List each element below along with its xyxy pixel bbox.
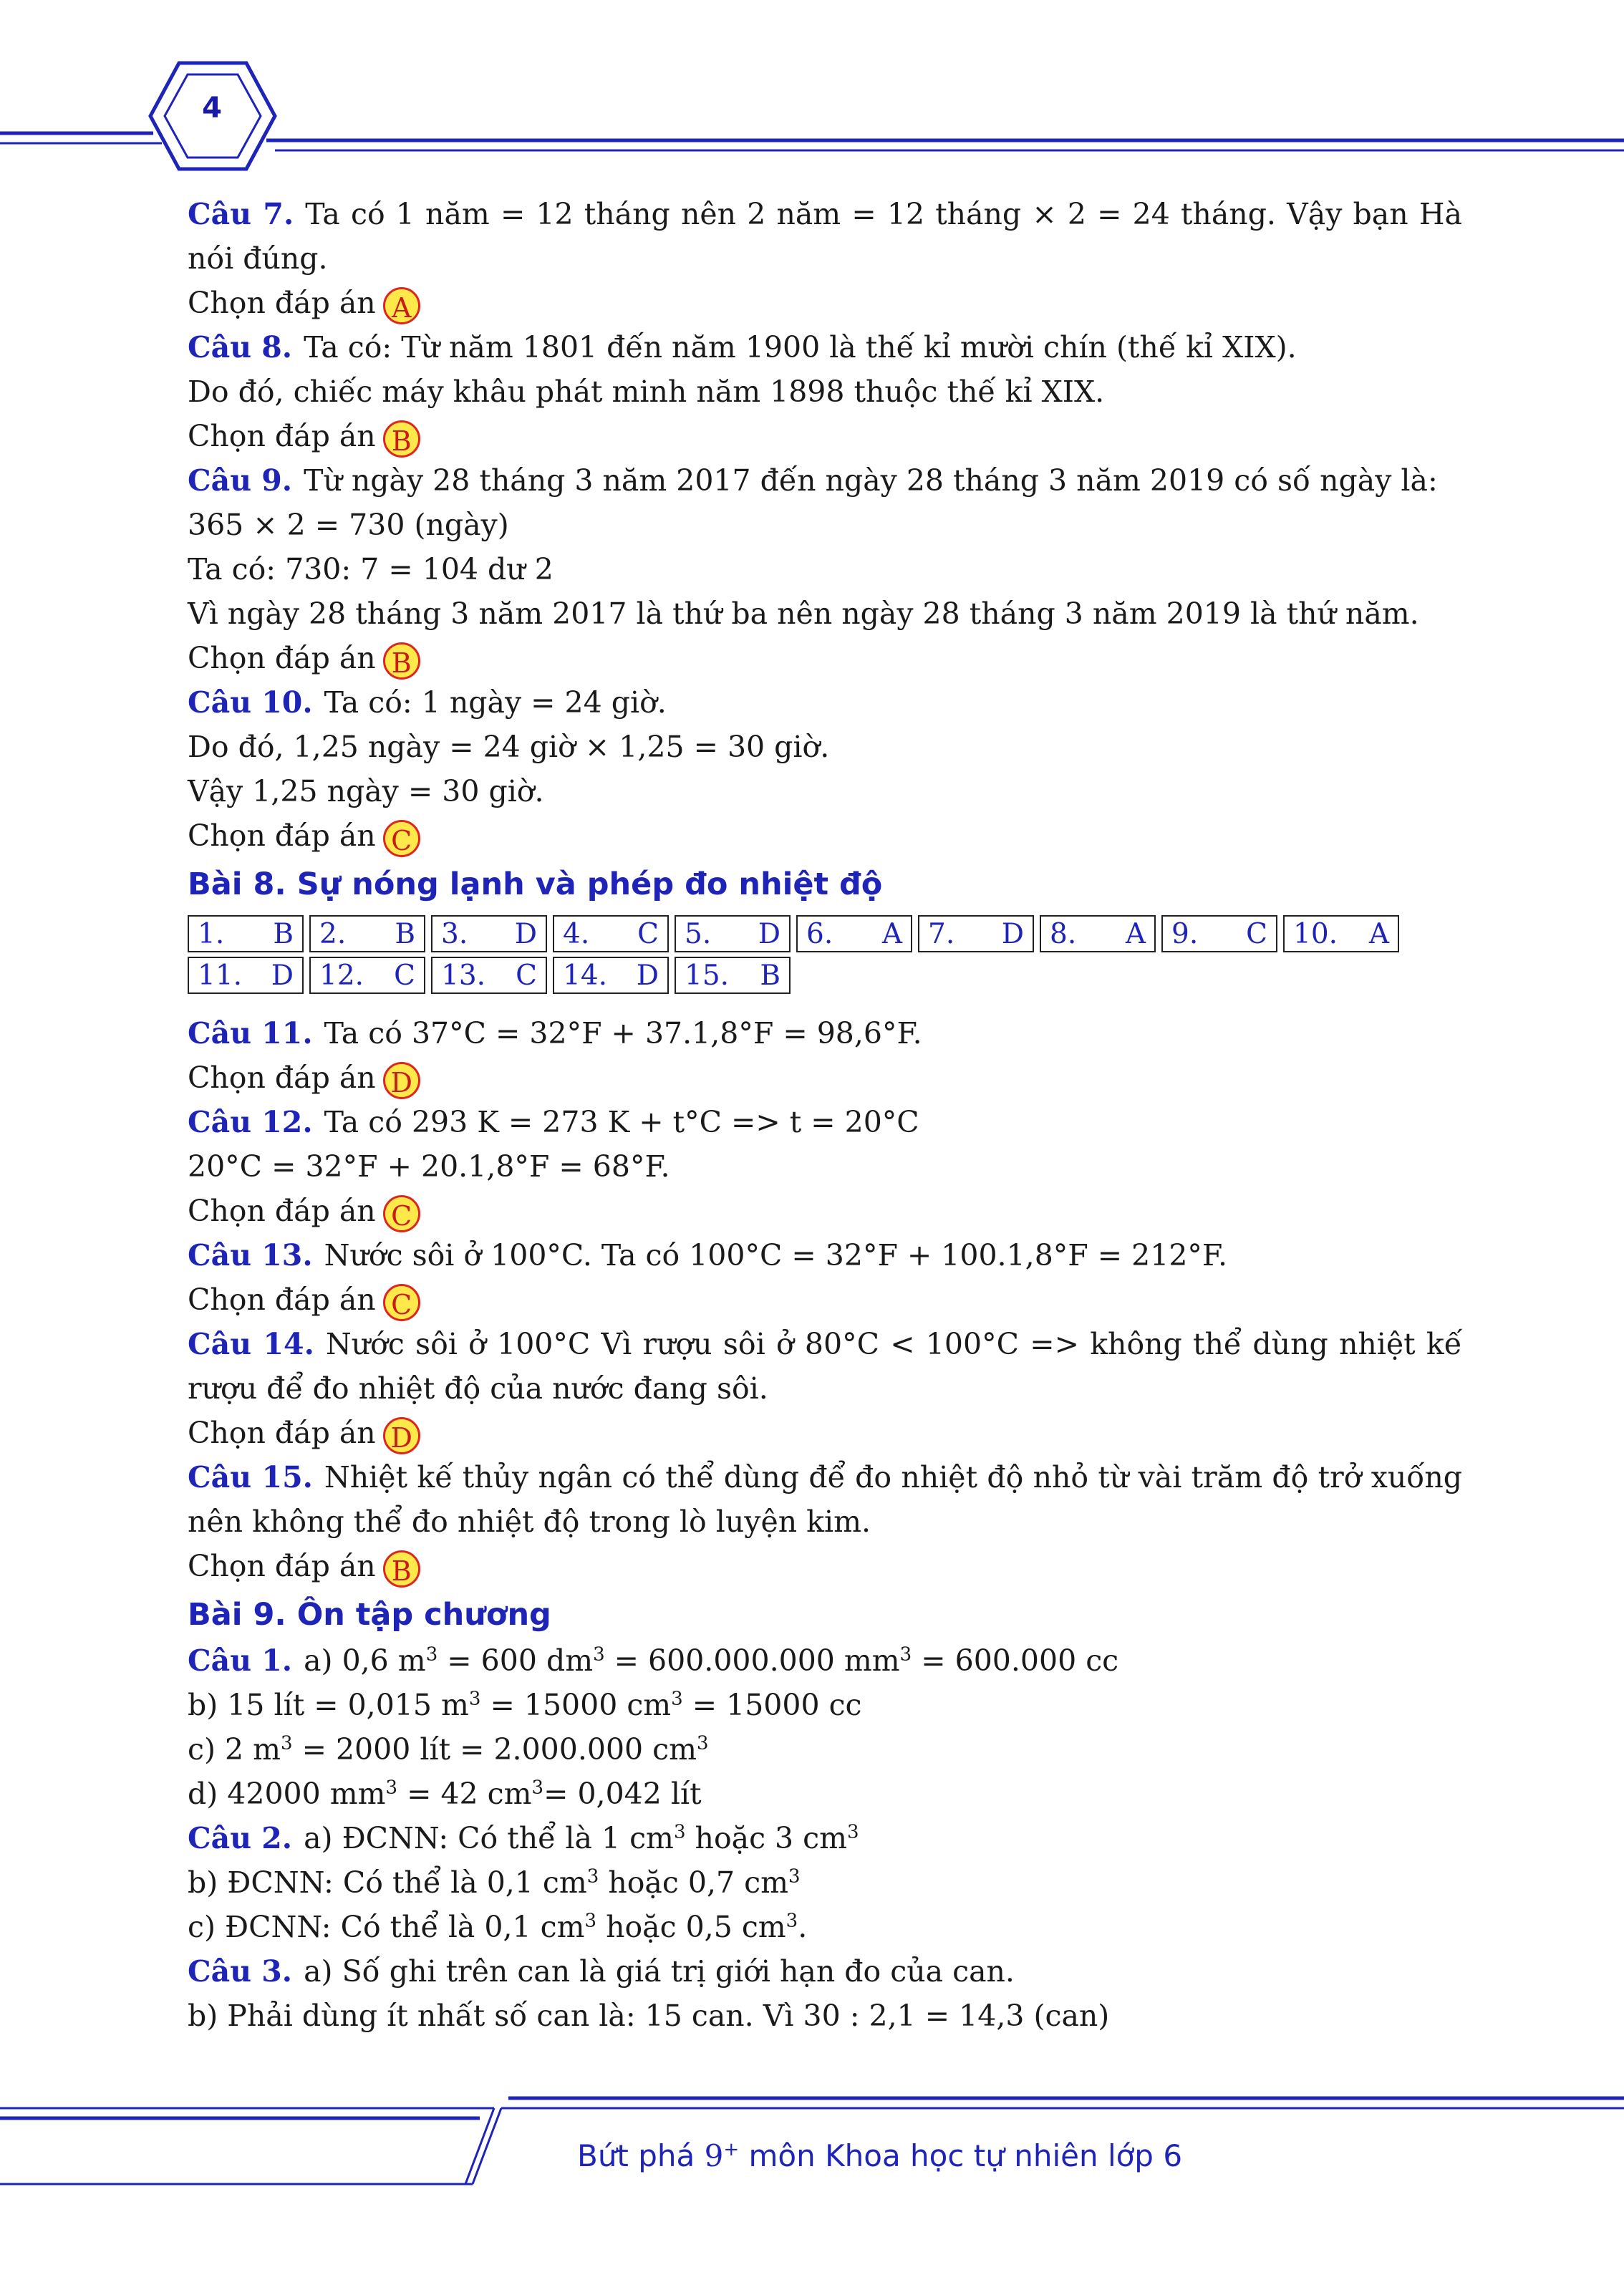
answer-badge: B — [383, 420, 420, 458]
question-label: Câu 3. — [188, 1954, 293, 1989]
answer-grid-cell: 15. B — [675, 957, 791, 994]
answer-line: Chọn đáp án B — [188, 1544, 1462, 1588]
question-text: a) 0,6 $m^3 = 600$ $dm^3 = 600.000.000$ $mm^3 = 600.000$ cc — [304, 1643, 1119, 1678]
answer-line: Chọn đáp án B — [188, 636, 1462, 680]
question-label: Câu 2. — [188, 1821, 293, 1855]
answer-line: Chọn đáp án D — [188, 1411, 1462, 1455]
question-text: Nước sôi ở 100°C. Ta có 100°C = 32°F + 100.1,8°F = 212°F. — [324, 1238, 1228, 1272]
question-label: Câu 14. — [188, 1327, 314, 1361]
book-title: Bứt phá 9+ môn Khoa học tự nhiên lớp 6 — [577, 2138, 1183, 2173]
question-7 — [188, 192, 1462, 281]
question-text: Ta có 37°C = 32°F + 37.1,8°F = 98,6°F. — [324, 1016, 922, 1050]
text-line: c) ĐCNN: Có thể là 0,1 $cm^3$ hoặc 0,5 $cm^3$. — [188, 1910, 808, 1944]
answer-line: Chọn đáp án B — [188, 414, 1462, 458]
text-line: b) 15 lít = 0,015 $m^3 = 15000$ $cm^3 = 15000$ cc — [188, 1688, 862, 1722]
question-14 — [188, 1322, 1462, 1411]
question-text: Từ ngày 28 tháng 3 năm 2017 đến ngày 28 tháng 3 năm 2019 có số ngày là: — [304, 463, 1438, 498]
answer-grid-cell: 6. A — [796, 915, 912, 952]
question-text: Ta có: Từ năm 1801 đến năm 1900 là thế kỉ mười chín (thế kỉ XIX). — [304, 330, 1297, 364]
answer-grid-cell: 11. D — [188, 957, 304, 994]
answer-grid-cell: 12. C — [309, 957, 425, 994]
page-number: 4 — [202, 92, 222, 125]
answer-line: Chọn đáp án C — [188, 1277, 1462, 1322]
question-label: Câu 12. — [188, 1105, 313, 1139]
answer-badge: B — [383, 642, 420, 680]
answer-line: Chọn đáp án D — [188, 1056, 1462, 1100]
answer-grid-cell: 13. C — [431, 957, 547, 994]
answer-line: Chọn đáp án C — [188, 1189, 1462, 1233]
answer-badge: D — [383, 1062, 420, 1099]
question-9 — [188, 458, 1462, 503]
text-line: b) Phải dùng ít nhất số can là: 15 can. Vì 30 : 2,1 = 14,3 (can) — [188, 1999, 1110, 2033]
answer-grid-cell: 10. A — [1283, 915, 1399, 952]
question-label: Câu 1. — [188, 1643, 293, 1678]
answer-grid-cell: 2. B — [309, 915, 425, 952]
text-line: Ta có: 730: 7 = 104 dư 2 — [188, 552, 554, 586]
answer-badge: D — [383, 1417, 420, 1454]
answer-grid-cell: 4. C — [553, 915, 669, 952]
question-label: Câu 11. — [188, 1016, 313, 1050]
answer-grid-cell: 5. D — [675, 915, 791, 952]
question-label: Câu 13. — [188, 1238, 313, 1272]
text-line: c) 2 $m^3 = 2000$ lít = 2.000.000 $cm^3$ — [188, 1732, 709, 1767]
page-content — [188, 192, 1462, 2038]
answer-line: Chọn đáp án A — [188, 281, 1462, 325]
text-line: Do đó, 1,25 ngày = 24 giờ × 1,25 = 30 giờ. — [188, 730, 830, 764]
answer-grid-cell: 8. A — [1040, 915, 1156, 952]
section-title-bai-8: Bài 8. Sự nóng lạnh và phép đo nhiệt độ — [188, 866, 883, 902]
answer-line: Chọn đáp án C — [188, 813, 1462, 858]
text-line: Do đó, chiếc máy khâu phát minh năm 1898 thuộc thế kỉ XIX. — [188, 375, 1105, 409]
question-10 — [188, 680, 1462, 725]
question-15 — [188, 1455, 1462, 1544]
question-12 — [188, 1100, 1462, 1144]
answer-grid-cell: 14. D — [553, 957, 669, 994]
question-label: Câu 10. — [188, 685, 313, 720]
question-label: Câu 7. — [188, 197, 294, 231]
text-line: d) 42000 $mm^3 = 42$ $cm^3= 0,042$ lít — [188, 1777, 702, 1811]
answer-grid-row — [188, 915, 1462, 952]
question-text: Nhiệt kế thủy ngân có thể dùng để đo nhiệt độ nhỏ từ vài trăm độ trở xuống nên không thể đo nhiệt độ trong lò luyện kim. — [188, 1460, 1462, 1539]
answer-grid-cell: 3. D — [431, 915, 547, 952]
answer-grid-cell: 7. D — [918, 915, 1034, 952]
question-text: a) Số ghi trên can là giá trị giới hạn đo của can. — [304, 1954, 1015, 1989]
text-line: 20°C = 32°F + 20.1,8°F = 68°F. — [188, 1149, 670, 1184]
section-title-bai-9: Bài 9. Ôn tập chương — [188, 1597, 551, 1633]
question-text: a) ĐCNN: Có thể là 1 $cm^3$ hoặc 3 $cm^3$ — [304, 1821, 859, 1855]
question-label: Câu 9. — [188, 463, 293, 498]
answer-badge: C — [383, 820, 420, 857]
answer-badge: C — [383, 1284, 420, 1321]
question-label: Câu 8. — [188, 330, 293, 364]
answer-badge: A — [383, 287, 420, 324]
answer-grid-cell: 9. C — [1161, 915, 1277, 952]
answer-grid-row — [188, 957, 1462, 994]
answer-badge: B — [383, 1550, 420, 1588]
answer-badge: C — [383, 1195, 420, 1232]
question-8 — [188, 325, 1462, 369]
question-text: Ta có: 1 ngày = 24 giờ. — [324, 685, 667, 720]
question-text: Ta có 1 năm = 12 tháng nên 2 năm = 12 tháng × 2 = 24 tháng. Vậy bạn Hà nói đúng. — [188, 197, 1462, 276]
review-question-2 — [188, 1816, 1462, 1860]
text-line: b) ĐCNN: Có thể là 0,1 $cm^3$ hoặc 0,7 $cm^3$ — [188, 1865, 801, 1900]
question-11 — [188, 1011, 1462, 1056]
text-line: Vì ngày 28 tháng 3 năm 2017 là thứ ba nên ngày 28 tháng 3 năm 2019 là thứ năm. — [188, 596, 1419, 631]
answer-grid — [188, 915, 1462, 994]
question-text: Nước sôi ở 100°C Vì rượu sôi ở 80°C < 100°C => không thể dùng nhiệt kế rượu để đo nhiệt độ của nước đang sôi. — [188, 1327, 1462, 1406]
question-text: Ta có 293 K = 273 K + t°C => t = 20°C — [324, 1105, 919, 1139]
review-question-1 — [188, 1638, 1462, 1683]
text-line: Vậy 1,25 ngày = 30 giờ. — [188, 774, 544, 808]
text-line: 365 × 2 = 730 (ngày) — [188, 508, 509, 542]
question-13 — [188, 1233, 1462, 1277]
answer-grid-cell: 1. B — [188, 915, 304, 952]
review-question-3 — [188, 1949, 1462, 1994]
question-label: Câu 15. — [188, 1460, 313, 1494]
